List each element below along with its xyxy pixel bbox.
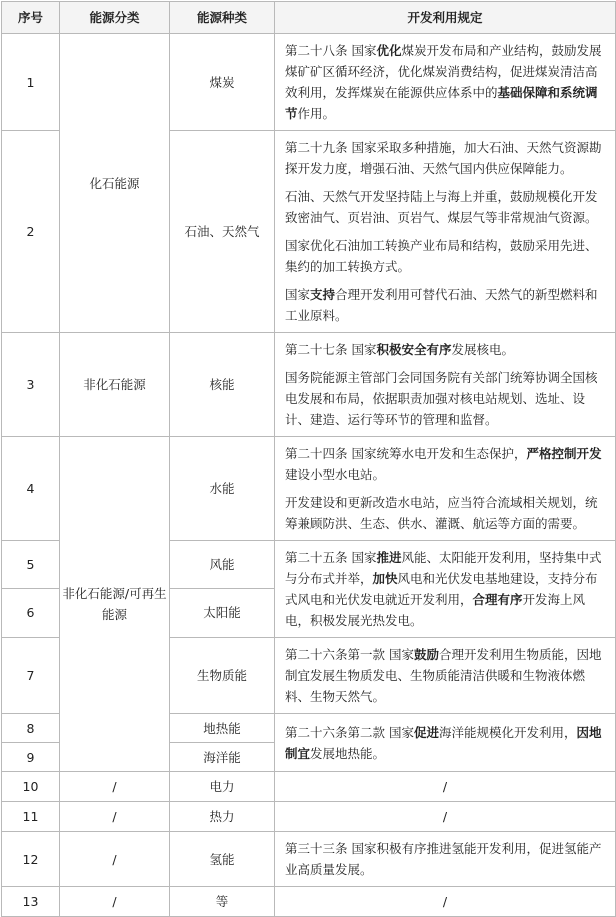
table-row [2, 832, 616, 887]
header-type: 能源种类 [170, 2, 275, 34]
table-row [2, 772, 616, 802]
rule-cell: / [275, 887, 616, 917]
header-rules: 开发利用规定 [275, 2, 616, 34]
type-cell: 电力 [170, 772, 275, 802]
rule-paragraph: 第二十八条 国家优化煤炭开发布局和产业结构，鼓励发展煤矿矿区循环经济，优化煤炭消费结构，促进煤炭清洁高效利用，发挥煤炭在能源供应体系中的基础保障和系统调节作用。 [285, 43, 602, 121]
row-no: 1 [2, 34, 60, 131]
rule-cell [275, 34, 616, 131]
energy-regulation-table [1, 1, 616, 917]
row-no: 6 [2, 588, 60, 637]
type-cell: 热力 [170, 802, 275, 832]
rule-cell: / [275, 802, 616, 832]
rule-paragraph: 第三十三条 国家积极有序推进氢能开发利用，促进氢能产业高质量发展。 [285, 841, 602, 877]
row-no: 10 [2, 772, 60, 802]
rule-cell [275, 714, 616, 772]
table-row [2, 437, 616, 541]
rule-paragraph: 开发建设和更新改造水电站，应当符合流域相关规划，统筹兼顾防洪、生态、供水、灌溉、航运等方面的需要。 [285, 495, 598, 531]
category-cell: / [60, 802, 170, 832]
category-cell: 非化石能源 [60, 333, 170, 437]
table-row [2, 887, 616, 917]
table-row [2, 34, 616, 131]
type-cell: 水能 [170, 437, 275, 541]
type-cell: 海洋能 [170, 743, 275, 772]
type-cell: 地热能 [170, 714, 275, 743]
category-cell: / [60, 832, 170, 887]
type-cell: 等 [170, 887, 275, 917]
rule-cell [275, 832, 616, 887]
row-no: 8 [2, 714, 60, 743]
category-cell: 化石能源 [60, 34, 170, 333]
table-row [2, 333, 616, 437]
row-no: 9 [2, 743, 60, 772]
rule-paragraph: 第二十四条 国家统筹水电开发和生态保护，严格控制开发建设小型水电站。 [285, 446, 602, 482]
row-no: 11 [2, 802, 60, 832]
type-cell: 风能 [170, 541, 275, 589]
rule-cell [275, 437, 616, 541]
type-cell: 核能 [170, 333, 275, 437]
row-no: 7 [2, 638, 60, 714]
table-row [2, 802, 616, 832]
rule-cell: / [275, 772, 616, 802]
category-cell: / [60, 772, 170, 802]
rule-paragraph: 石油、天然气开发坚持陆上与海上并重，鼓励规模化开发致密油气、页岩油、页岩气、煤层气等非常规油气资源。 [285, 189, 598, 225]
type-cell: 氢能 [170, 832, 275, 887]
rule-paragraph: 国务院能源主管部门会同国务院有关部门统筹协调全国核电发展和布局，依据职责加强对核电站规划、选址、设计、建造、运行等环节的管理和监督。 [285, 370, 598, 427]
rule-cell [275, 638, 616, 714]
rule-paragraph: 第二十七条 国家积极安全有序发展核电。 [285, 342, 515, 357]
rule-paragraph: 第二十五条 国家推进风能、太阳能开发利用，坚持集中式与分布式并举，加快风电和光伏发电基地建设，支持分布式风电和光伏发电就近开发利用，合理有序开发海上风电，积极发展光热发电。 [285, 550, 602, 628]
category-cell: 非化石能源/可再生能源 [60, 437, 170, 772]
rule-paragraph: 第二十九条 国家采取多种措施，加大石油、天然气资源勘探开发力度，增强石油、天然气国内供应保障能力。 [285, 140, 602, 176]
rule-paragraph: 第二十六条第二款 国家促进海洋能规模化开发利用，因地制宜发展地热能。 [285, 724, 602, 761]
row-no: 13 [2, 887, 60, 917]
rule-paragraph: 国家优化石油加工转换产业布局和结构，鼓励采用先进、集约的加工转换方式。 [285, 238, 598, 274]
type-cell: 石油、天然气 [170, 131, 275, 333]
rule-paragraph: 国家支持合理开发利用可替代石油、天然气的新型燃料和工业原料。 [285, 287, 598, 323]
header-category: 能源分类 [60, 2, 170, 34]
rule-cell [275, 541, 616, 638]
header-no: 序号 [2, 2, 60, 34]
type-cell: 太阳能 [170, 588, 275, 637]
rule-paragraph: 第二十六条第一款 国家鼓励合理开发利用生物质能，因地制宜发展生物质发电、生物质能清洁供暖和生物液体燃料、生物天然气。 [285, 647, 602, 704]
row-no: 5 [2, 541, 60, 589]
category-cell: / [60, 887, 170, 917]
row-no: 3 [2, 333, 60, 437]
row-no: 12 [2, 832, 60, 887]
type-cell: 煤炭 [170, 34, 275, 131]
header-row [2, 2, 616, 34]
rule-cell [275, 131, 616, 333]
rule-cell [275, 333, 616, 437]
row-no: 4 [2, 437, 60, 541]
row-no: 2 [2, 131, 60, 333]
type-cell: 生物质能 [170, 638, 275, 714]
